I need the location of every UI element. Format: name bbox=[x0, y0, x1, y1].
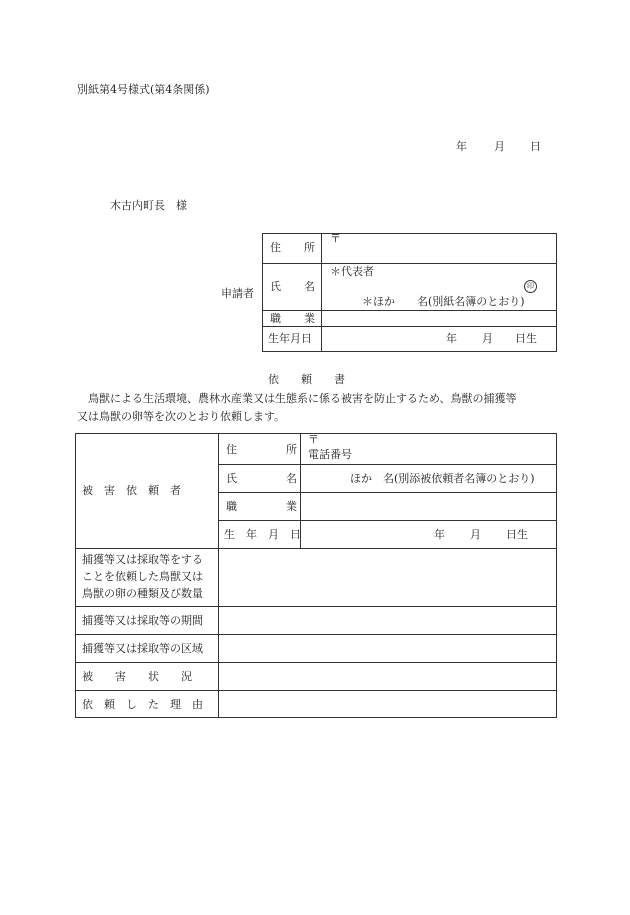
representative-label: ＊代表者 bbox=[330, 265, 374, 278]
date-year-label: 年 bbox=[456, 140, 467, 153]
requester-birth-field[interactable] bbox=[301, 521, 556, 547]
intro-line: 又は鳥獣の卵等を次のとおり依頼します。 bbox=[77, 410, 286, 423]
area-label: 捕獲等又は採取等の区域 bbox=[82, 642, 203, 655]
applicant-address-field[interactable] bbox=[322, 234, 556, 262]
damage-field[interactable] bbox=[219, 663, 556, 689]
applicant-address-label: 所 bbox=[304, 241, 315, 254]
applicant-occupation-label: 業 bbox=[304, 312, 315, 325]
document-title: 依 頼 書 bbox=[268, 373, 345, 386]
reason-label: 依 頼 し た 理 由 bbox=[82, 698, 203, 711]
requester-birth-month: 月 bbox=[470, 528, 481, 541]
period-label: 捕獲等又は採取等の期間 bbox=[82, 614, 203, 627]
date-month-label: 月 bbox=[494, 140, 505, 153]
species-label: 鳥獣の卵の種類及び数量 bbox=[82, 587, 203, 600]
applicant-name-field[interactable] bbox=[322, 264, 556, 309]
birth-year-label: 年 bbox=[446, 332, 457, 345]
date-day-label: 日 bbox=[530, 140, 541, 153]
phone-label: 電話番号 bbox=[308, 448, 352, 461]
requester-birth-day: 日生 bbox=[506, 528, 528, 541]
requester-name-label: 氏 bbox=[226, 472, 237, 485]
requester-address-label: 所 bbox=[286, 443, 297, 456]
applicant-birth-label: 生年月日 bbox=[268, 332, 312, 345]
applicant-name-label: 氏 bbox=[270, 280, 281, 293]
requester-name-label: 名 bbox=[286, 472, 297, 485]
requester-address-field[interactable] bbox=[301, 434, 556, 463]
species-label: 捕獲等又は採取等をする bbox=[82, 553, 203, 566]
requester-name-field[interactable] bbox=[301, 465, 556, 491]
applicant-occupation-field[interactable] bbox=[322, 311, 556, 325]
requester-postal-mark: 〒 bbox=[308, 433, 319, 446]
applicant-occupation-label: 職 bbox=[270, 312, 281, 325]
applicant-others: ＊ほか 名(別紙名簿のとおり) bbox=[362, 295, 525, 308]
addressee: 木古内町長 様 bbox=[110, 199, 187, 212]
requester-label: 被 害 依 頼 者 bbox=[82, 484, 181, 497]
applicant-address-label: 住 bbox=[270, 241, 281, 254]
period-field[interactable] bbox=[219, 607, 556, 633]
requester-birth-label: 生 年 月 日 bbox=[224, 528, 301, 541]
applicant-label: 申請者 bbox=[221, 287, 254, 300]
applicant-name-label: 名 bbox=[304, 280, 315, 293]
reason-field[interactable] bbox=[219, 691, 556, 717]
species-label: ことを依頼した鳥獣又は bbox=[82, 570, 203, 583]
applicant-birth-field[interactable] bbox=[322, 327, 556, 351]
intro-line: 鳥獣による生活環境、農林水産業又は生態系に係る被害を防止するため、鳥獣の捕獲等 bbox=[77, 392, 517, 405]
requester-occupation-label: 業 bbox=[286, 500, 297, 513]
requester-others: ほか 名(別添被依頼者名簿のとおり) bbox=[350, 472, 535, 485]
requester-occupation-label: 職 bbox=[226, 500, 237, 513]
form-number: 別紙第4号様式(第4条関係) bbox=[77, 83, 210, 96]
seal-mark: 印 bbox=[524, 280, 537, 293]
species-field[interactable] bbox=[219, 549, 556, 605]
damage-label: 被 害 状 況 bbox=[82, 670, 192, 683]
requester-address-label: 住 bbox=[226, 443, 237, 456]
area-field[interactable] bbox=[219, 635, 556, 661]
birth-month-label: 月 bbox=[482, 332, 493, 345]
requester-occupation-field[interactable] bbox=[301, 493, 556, 519]
postal-mark: 〒 bbox=[330, 232, 341, 245]
requester-birth-year: 年 bbox=[434, 528, 445, 541]
birth-day-label: 日生 bbox=[515, 332, 537, 345]
